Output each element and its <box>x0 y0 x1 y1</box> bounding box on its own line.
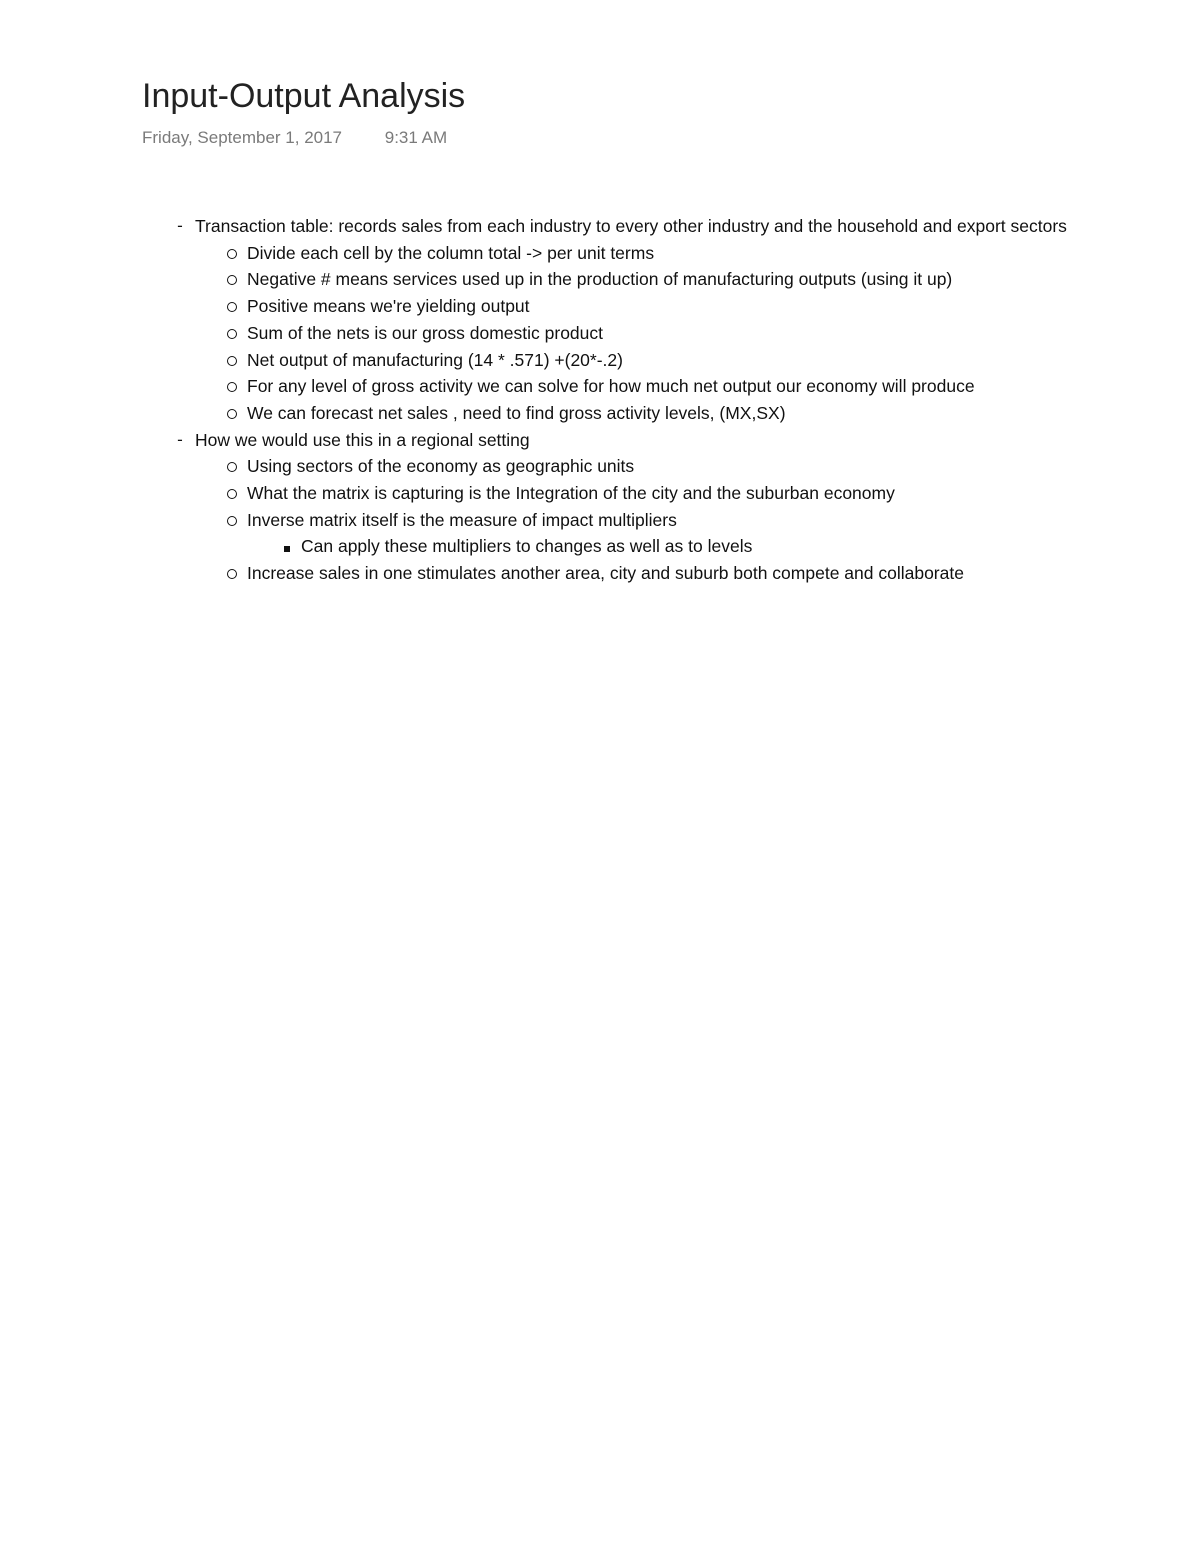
list-item-text: For any level of gross activity we can solve for how much net output our economy will produce <box>247 376 975 397</box>
list-item-text: Negative # means services used up in the production of manufacturing outputs (using it up) <box>247 269 953 290</box>
dash-bullet-icon: - <box>177 216 183 235</box>
list-item-text: How we would use this in a regional setting <box>195 429 530 450</box>
list-item-text: What the matrix is capturing is the Integration of the city and the suburban economy <box>247 483 895 504</box>
list-item-text: Increase sales in one stimulates another area, city and suburb both compete and collaborate <box>247 563 964 584</box>
list-item <box>170 266 1070 293</box>
list-item <box>170 373 1070 400</box>
page-timestamp <box>142 126 447 150</box>
list-item-text: We can forecast net sales , need to find gross activity levels, (MX,SX) <box>247 402 786 423</box>
list-item <box>170 320 1070 347</box>
circle-bullet-icon <box>220 347 240 374</box>
circle-bullet-icon <box>220 560 240 587</box>
circle-bullet-icon <box>220 507 240 534</box>
circle-bullet-icon <box>220 320 240 347</box>
circle-bullet-icon <box>220 266 240 293</box>
list-item-text: Using sectors of the economy as geographic units <box>247 456 635 477</box>
circle-bullet-icon <box>220 453 240 480</box>
list-item <box>170 400 1070 427</box>
note-body <box>170 213 1070 587</box>
list-item <box>170 480 1070 507</box>
list-item <box>170 213 1070 240</box>
page-date: Friday, September 1, 2017 <box>142 128 343 147</box>
list-item <box>170 533 1070 560</box>
list-item-text: Sum of the nets is our gross domestic product <box>247 322 603 343</box>
list-item-text: Can apply these multipliers to changes as well as to levels <box>301 536 753 557</box>
circle-bullet-icon <box>220 400 240 427</box>
list-item <box>170 240 1070 267</box>
square-bullet-icon <box>274 533 294 560</box>
list-item <box>170 293 1070 320</box>
list-item <box>170 507 1070 534</box>
circle-bullet-icon <box>220 240 240 267</box>
list-item <box>170 560 1070 587</box>
circle-bullet-icon <box>220 293 240 320</box>
dash-bullet-icon: - <box>177 429 183 449</box>
list-item-text: Transaction table: records sales from each industry to every other industry and the household and export sectors <box>195 216 1067 236</box>
page-time: 9:31 AM <box>384 128 448 147</box>
list-item-text: Divide each cell by the column total -> per unit terms <box>247 242 655 263</box>
list-item-text: Net output of manufacturing (14 * .571) +(20*-.2) <box>247 349 623 370</box>
circle-bullet-icon <box>220 373 240 400</box>
page-title: Input-Output Analysis <box>142 77 466 115</box>
list-item-text: Inverse matrix itself is the measure of impact multipliers <box>247 509 677 530</box>
circle-bullet-icon <box>220 480 240 507</box>
list-item <box>170 347 1070 374</box>
list-item <box>170 453 1070 480</box>
list-item <box>170 427 1070 454</box>
list-item-text: Positive means we're yielding output <box>247 296 530 317</box>
